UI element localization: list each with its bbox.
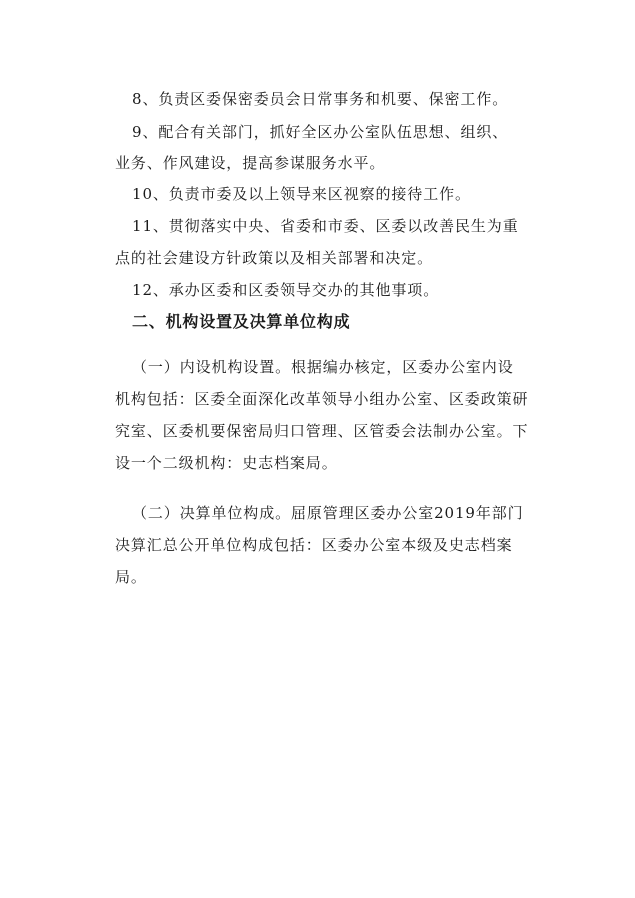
paragraph-2-line-3: 局。 bbox=[115, 568, 147, 586]
item-10-line-1: 10、负责市委及以上领导来区视察的接待工作。 bbox=[132, 185, 471, 203]
item-12-line-1: 12、承办区委和区委领导交办的其他事项。 bbox=[132, 281, 440, 299]
item-9-line-2: 业务、作风建设，提高参谋服务水平。 bbox=[115, 154, 386, 172]
item-8-line-1: 8、负责区委保密委员会日常事务和机要、保密工作。 bbox=[132, 90, 509, 108]
paragraph-1-line-4: 设一个二级机构：史志档案局。 bbox=[115, 454, 338, 472]
item-9-line-1: 9、配合有关部门，抓好全区办公室队伍思想、组织、 bbox=[132, 123, 509, 141]
paragraph-1-line-2: 机构包括：区委全面深化改革领导小组办公室、区委政策研 bbox=[115, 390, 529, 408]
item-11-line-1: 11、贯彻落实中央、省委和市委、区委以改善民生为重 bbox=[132, 217, 519, 235]
paragraph-1-line-3: 究室、区委机要保密局归口管理、区管委会法制办公室。下 bbox=[115, 422, 529, 440]
paragraph-1-line-1: （一）内设机构设置。根据编办核定，区委办公室内设 bbox=[132, 358, 514, 376]
section-heading: 二、机构设置及决算单位构成 bbox=[132, 312, 351, 331]
paragraph-2-line-2: 决算汇总公开单位构成包括：区委办公室本级及史志档案 bbox=[115, 536, 513, 554]
item-11-line-2: 点的社会建设方针政策以及相关部署和决定。 bbox=[115, 249, 434, 267]
paragraph-2-line-1: （二）决算单位构成。屈原管理区委办公室2019年部门 bbox=[132, 504, 524, 522]
